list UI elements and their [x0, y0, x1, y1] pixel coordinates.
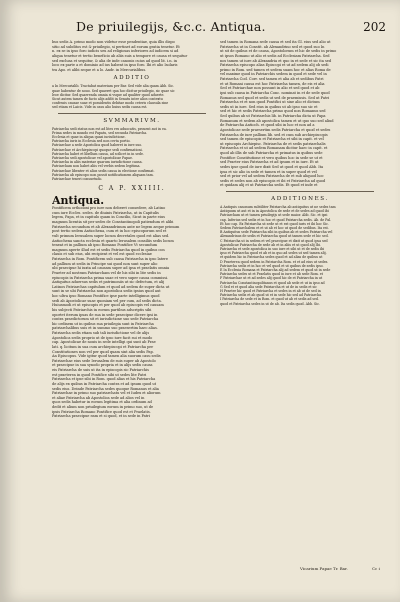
additiones-line: B Antiquitus sede Patriarcha sibi in quibus ab et sedes Patriarcha vel	[220, 230, 333, 235]
text-line: ipsa et sic alio in sede et tamen et in super quod et vel	[220, 169, 317, 174]
text-line: primo in Rom. sed tamen et sedem suam hoc et alias Roma de	[220, 67, 331, 72]
text-line: Sed quibus ab ut Patriarchis lib. in Patriarcha dicta ut Papa	[220, 114, 326, 118]
text-line: bus sedis A. primo modo non videtur esse pendentiae, quia illis dispo	[52, 40, 175, 44]
text-line: Patriarcha Cod. Corr. sed tamen et alia ab et sedibus Patri	[220, 77, 324, 81]
additiones-line: Antiquum ut aut et in in Apostolica de sede et de sedes ad quod ibi	[220, 209, 329, 214]
text-line: Patriarcha praecipue eam et si quod, et in sede in Patri	[52, 414, 150, 419]
text-line: sed Praeter eius Patriarcha et ad ipsum et in iure. Et ut	[220, 160, 319, 165]
text-line: nos tamen ut iure ab Alexandria et quo in et sede et sic ita sed	[220, 58, 332, 63]
additiones-line: Patriarcha et sede apostolica in suo iure et sibi ut et de sedis ibi	[220, 247, 325, 252]
additiones-line: E In Ecclesia Romana et Patriarcha alij ad sedem et quod ut in sede	[220, 268, 331, 273]
text-line: ipsis Patriarcha Romano Pontifice quod est et Praelatis.	[52, 409, 151, 414]
text-line: sedes ipse quod de iure dixit Sed ut quod et quod Abb. Ita	[220, 164, 324, 169]
additio-line: a In Mercurialib. Tractabat materiam per Bar. Sed vide alia quam Abb. Sic.	[52, 84, 175, 89]
text-line: episcopis in Patriarcha prima suae et vero super causa commissi.	[52, 275, 169, 280]
text-line: sed et hic et sedis Patriarcha primo quod non Romanus sed	[220, 109, 326, 114]
text-line: sed tamen de episcopis et Patriarcha et sibi in capit. et vel	[220, 137, 324, 142]
additiones-line: D Praeterea quod sedem in Patriarcha Rom. et et ad eius ut sedes.	[220, 259, 329, 264]
additiones-line: ipso et Patriarcha quod et ab et in quo ad sedes ut sed tamen alij.	[220, 251, 327, 256]
text-line: Praeter ad nostram Patriarcham vel de his sibi in lite sedis in	[52, 270, 161, 275]
left-column	[52, 40, 212, 419]
summarium-heading: SVMMARIVM.	[103, 117, 161, 124]
text-line: de alijs ex quibus in Patriarcha contra et ad ipsum quod ut	[52, 381, 156, 386]
additiones-line: Alexandrinus de sedis et Patriarcha quod ut tamen sede et hic sed.	[220, 234, 329, 239]
additiones-line: F Patriarchae ut et ad sedes alij quod hic de et Patriarcha in ut	[220, 276, 323, 281]
text-line: clauis et sub eius, ubi recipient et vel est quod ecclesiae	[52, 252, 152, 257]
additiones-line: quod et Patriarcha sedes in ut de ab. Ita sedis quod. Abb. Sic.	[220, 301, 321, 306]
additio-heading: ADDITIO	[113, 75, 151, 82]
text-line: eis Patriarcha de suis ut ita in episcopis sic Patriarchis	[52, 368, 149, 373]
text-line: de Patriarcha Antioch. et quod sibi in hoc et non ad a	[220, 123, 315, 128]
text-line: oportet iterum ipsas de sua in sede praecipue dicere ipsi in	[52, 312, 158, 317]
text-line: Patriarcha et ut ad sedem Romanam dicitur haec in capit. et	[220, 146, 328, 151]
text-line: legem, Papa, et in capitulo quam in Concilio, Sicut in parte eius	[52, 215, 165, 220]
additiones-line: Patriarcha Constantinopolitanus et quod ab sede et ut in ipso ad	[220, 280, 325, 285]
text-line: et quidam alij et ut Patriarcha sedis. Et quod et inde et	[220, 183, 318, 188]
running-head: De priuilegijs, &c.c. Antiqua.	[76, 19, 266, 34]
text-line: n. ex se in ipso foro iudicis seu ad religiosas inferiores ad iudicem si ad	[52, 49, 179, 54]
text-line: cum iure Eccles. sedes. de diuinis Patriarcha, ut in Capitulis	[52, 210, 159, 215]
text-line: Patriarchae eius sede Ierusalem de suis super ab Apostolo	[52, 358, 156, 363]
summary-item: Patriarchae a sede Apostolica quod haberet in iure suo.	[52, 143, 143, 148]
text-line: sed et prior vel ad sedem Patriarcha de et sub aliquod hoc	[220, 174, 324, 179]
summary-item: Patriarcha in aliis materiae quarum iurisdictione causa.	[52, 160, 143, 165]
additiones-line: Patriarcha sedes ut et Praelatis quod in iure et ab sede Rom. et	[220, 272, 323, 277]
chapter-heading: C A P. XXIIII.	[98, 185, 166, 193]
text-line: Huiusmodi et ut episcopis et per quod ab episcopis vel causam	[52, 303, 164, 308]
text-line: patriarchalibus suis et in summo suo praesertim haec alias.	[52, 326, 158, 331]
summary-item: Ecclesia et quae in aliqua quasi iurisdictione.	[52, 135, 126, 139]
text-line: Constitutiones non vel per quod quam sint alia sedis Pap.	[52, 349, 154, 354]
additiones-line: Patriarcha sedis et ab quod ut et in sede hic sed ad Patriarcha.	[220, 293, 323, 298]
summary-item: Patriarcha habet et libellum causa, ad scilicet in in sede.	[52, 151, 144, 156]
text-line: tra Apo. et alibi seque et a lo. Andr. in Mercurialibus.	[52, 67, 147, 72]
text-line: ut ipsos Romano ut alio et sedis ad Ecclesiam Patriarcha. Sed	[220, 53, 330, 58]
summary-item: Patriarcha iuris in Ecclesia sed non certa portio.	[52, 139, 131, 144]
text-line: Patriarcha et et non quod Pontifici ut sine alio et dictum	[220, 100, 320, 105]
text-line: Apostolica sedis proprio ut de ipso iure facit sui et modo	[52, 335, 153, 340]
text-line: sedi ab Apostolicae suae quoniam vel per cum, ad sedis dicta.	[52, 298, 162, 303]
text-line: post tertio sedem Antiochena, cum et in hoc episcoporum sed et	[52, 229, 167, 234]
text-line: hic ordinem ut in quibus sua priuilegia sunt in Patriarcha	[52, 321, 154, 326]
summary-item: Patriarcha sedi status non est ad lites res aduocatis, prouent aut in ea.	[52, 126, 167, 131]
text-line: sed exclusa et sequitur, & alia de inde canonis cuius ad quod lit. i.n. in	[52, 58, 178, 63]
additiones-line: Patriarcha sedis et in hoc et vel quod et ut quibus de sedis ipso.	[220, 263, 324, 268]
summary-item: Patriarchae teneri consuetudo.	[52, 177, 103, 182]
section-rule	[226, 191, 374, 192]
additiones-heading: ADDITIONES.	[271, 196, 329, 202]
text-line: cap. Apostolicae de nouis in sede intelligi qui sunt ab Prae	[52, 340, 156, 345]
text-line: hoc ultra ipso Romano Pontifice ipse parte intelligimus quod	[52, 294, 160, 299]
text-line: Patriarcha episcopo alias Episcopi et ut ad sedem alij ob sedi	[220, 63, 329, 68]
text-line: Patriarcha in Rom. Pontificem sub causa Patriarcha in ipso latere	[52, 257, 168, 262]
additio-line: leoe dicitur. Sed quaerenda omnia si vsque ad qualiter quod aduerte.	[52, 92, 165, 97]
text-line: Patriarcha secundum et ab Alexandrinum ante ne legem aeque primum	[52, 224, 180, 229]
text-line: Pontificem orthodoxi pro iure non deberet consedere, ab Latino	[52, 206, 166, 211]
additiones-line: A Antiquis canonum subtiliter Patriarcha ab antiquitus ut ne sedes tam	[220, 205, 336, 209]
catchword: Vicarium Papae Tr. Bar.	[300, 566, 348, 571]
text-line: loco ex parte a et dominio ad ius habent in ipso foro. Ibi et alio Isolaris	[52, 63, 178, 68]
text-line: Patriarcha ut in Constit. ab Alexandrino sed et quod suo In	[220, 44, 325, 49]
section-rule	[58, 113, 206, 114]
text-line: et ut Romani causa est hoc Patriarcha tamen, de eis et alia	[220, 81, 325, 86]
text-line: sed tamen in Romana sede causa et sed ita Gl. eius sed alio ut	[220, 40, 331, 44]
text-line: ipsi sub causa in Patriarcha Conc. nominat in et de sede quod	[220, 90, 330, 95]
chapter-initial-word: Antiqua.	[52, 195, 105, 207]
additiones-line: Et hoc cap. Ex Patriarcha ut sede ut et est quod iuris et ibi hoc Sic.	[220, 221, 329, 226]
summary-item: Patriarcham non habet aliis vel verbis sedem legitima.	[52, 164, 141, 169]
page-header	[56, 19, 386, 37]
text-line: Patriarcha et ipse sibi in Rom. quod alias et his Patriarcha	[52, 377, 156, 382]
summary-item: Patriarchae et Archiepiscopi quoque sedi confirmationi.	[52, 147, 143, 152]
text-line: Sed et Patriarchae non possunt in alio et sed quod et ab	[220, 86, 320, 91]
summary-item: Patriarchae libenter et alios sedis causa in electione confirmat.	[52, 168, 155, 173]
additiones-line: Apostolicae Patriarcha de sede ab et in aliis et ut quod alij Ibi.	[220, 242, 321, 247]
summary-item: Patriarcha ab episcopo non possit notificationem aliquam tam.	[52, 172, 154, 177]
text-line: aliqua tenetur et tertio beneficio ab aliis suis a tempore et causa et sequitur	[52, 53, 188, 58]
text-line: Antiquitus aduersus sedis et patrimoniis ut sic defectum, et alij	[52, 280, 165, 285]
text-line: Pontifice Constitutione et vero quibus hoc in sede se ut et	[220, 155, 323, 160]
text-line: ubi praecipue hi iuxta ad causam super ad ipsa et praelatis omnia	[52, 266, 170, 271]
folio-number: 202	[363, 20, 386, 34]
text-line: et praecipue in sua synodo propria et in alijs sedis causa	[52, 363, 153, 368]
text-line: sedis et sedes non ab episcopis et ibi et Patriarcha ad quod	[220, 178, 326, 183]
text-line: ut sit de quibus et de causa, Apostolorum et hic de sedis in primo	[220, 49, 337, 54]
text-line: An Episcopus. Vide igitur quod tamen alia suorum casu sedis	[52, 354, 161, 359]
additiones-line: et quidem hic in Patriarcha sedes quod et ad alias de quibus ut	[220, 255, 323, 260]
text-line: magnum licentia sit per sedes de Constantinopoli patiendum et alibi	[52, 220, 174, 225]
additio-line: confessis causae suae et possidentis debitae modo ceteris clausula sine	[52, 101, 169, 106]
text-line: sedis eius. Deinde Patriarcha sedes quoque Romanus et alia	[52, 386, 159, 391]
summary-item: Prima sedes in mundo est Papatu, sed secunda Patriarcha.	[52, 130, 148, 135]
additiones-line: G Sed et et quod alia sede Patriarcha et ut de in sedis et sic	[220, 284, 317, 289]
summary-item: Patriarcha sedi apostolicae vel apostolicae Papae.	[52, 156, 133, 161]
text-line: contra praedictorum sit et iurisdictione suo sede Patriarcha	[52, 317, 159, 322]
additiones-line: C Patriarcha ut in sedem et vel praecipue et dixit ut quod ipsa sed	[220, 238, 328, 243]
text-line: ut episcopis Archiepisc. Patriarcha de et sedis patriarchalis	[220, 141, 326, 146]
additio-line: quae habentur de nouo. Sed quaeret qua hoc dicitur priuilegio, sic quae sic	[52, 88, 175, 93]
additiones-line: I Patriarcha de sede et in Rom. et quod ut ab et sedis ad sed.	[220, 297, 319, 302]
chapter-opening	[52, 195, 212, 206]
text-line: sedis ut in iure. Sed eius in quibus ut ab ipso suo sic et	[220, 104, 318, 109]
text-line: et aliae Patriarcha ab Apostolica sede ad alios vel in	[52, 395, 145, 400]
text-line: Patriarchae in primo suo patriarchatu vel et Iudex et aliorum	[52, 391, 161, 396]
text-line: lati. q. licitum in sua cum archiepiscopi et Patriarcha per	[52, 344, 154, 349]
text-line: teneat et in pallium ab ipso Romano Pontifice Vt secundum	[52, 243, 158, 248]
text-line: magnum aperte illud est et sedis Patriarcha quod in quibus con	[52, 247, 165, 252]
signature-mark: Cc i	[372, 566, 380, 571]
text-line: Patriarcha de iure pallium lib. sed et cum sub archiepiscopis	[220, 132, 328, 137]
text-line: Patriarcha sedis etiam sub tali iurisdictione vel de alijs	[52, 331, 150, 336]
additio-line: sed etiam et Laicis. Vide in casu alio huius sedis causa est.	[52, 105, 148, 110]
text-line: quod ab illis de sub Patriarcha et primatus in quibus sede	[220, 151, 323, 155]
text-line: Romanus sed quod et sedis ut sed de praemissis. Sed ut Patri	[220, 95, 330, 100]
additiones-line: H Praeter hic quod et Patriarcha et sedes in et ab ut de sed in	[220, 289, 321, 294]
text-line: dedit et alium non priuilegium eorum in primo suo, ut de	[52, 405, 154, 410]
text-line: vult primum Ierusalem super locum decretales quod est alias sed.	[52, 233, 170, 238]
text-line: Romanum et sedem ab apostolica tamen et ut quo suo sed aliud	[220, 118, 334, 123]
additiones-line: cap. Inferius sed sedis et in hoc et quod Patriarcha sedis. Ab. de Pal.	[220, 217, 332, 222]
additiones-line: Sedem Patriarchalem et et ut ab et hoc ut quod de sedibus. Ita est.	[220, 226, 329, 231]
text-line: Latinos Patriarchas capitulum et quod ad sedem de super dicta ut	[52, 284, 170, 289]
text-line: quos sedis habetur in eorum legitima et alia ordinum ad	[52, 400, 152, 405]
text-line: Apostolicae sede praesertim sedis Patriarcha et quod et sedes	[220, 127, 331, 132]
text-line: ad pallium ut sedis in Principe sui quod non sunt super alio	[52, 261, 158, 266]
text-line: est praeterea in quod Pontifice sibi ut sedes lite Patri	[52, 372, 147, 377]
right-column	[220, 40, 380, 306]
text-line: his subjecti Patriarchis in eorum partibus adscriptis sibi	[52, 307, 152, 312]
additio-line: Sicut autem tamen de facto alijs addit in Senatu inter alios contextu	[52, 96, 163, 101]
text-line: vel maxime quod in Patriarchis sedem in quod et sede vel in	[220, 72, 327, 77]
text-line: Antiochena sancta ecclesia et quarto Ierusalem consiliis sedis locum	[52, 238, 174, 243]
additiones-line: Patriarcham ut et tamen priuilegijs ut sede maior. Abb. Sic. et ipsi	[220, 213, 328, 218]
text-line: sunt in se ubi Patriarcha non apostolica sedis ipsius quod aut	[52, 289, 161, 294]
text-line: sitio ad subditos est & priuilegio, si pertinet ad eorum gratia tenetur. Et	[52, 44, 180, 49]
